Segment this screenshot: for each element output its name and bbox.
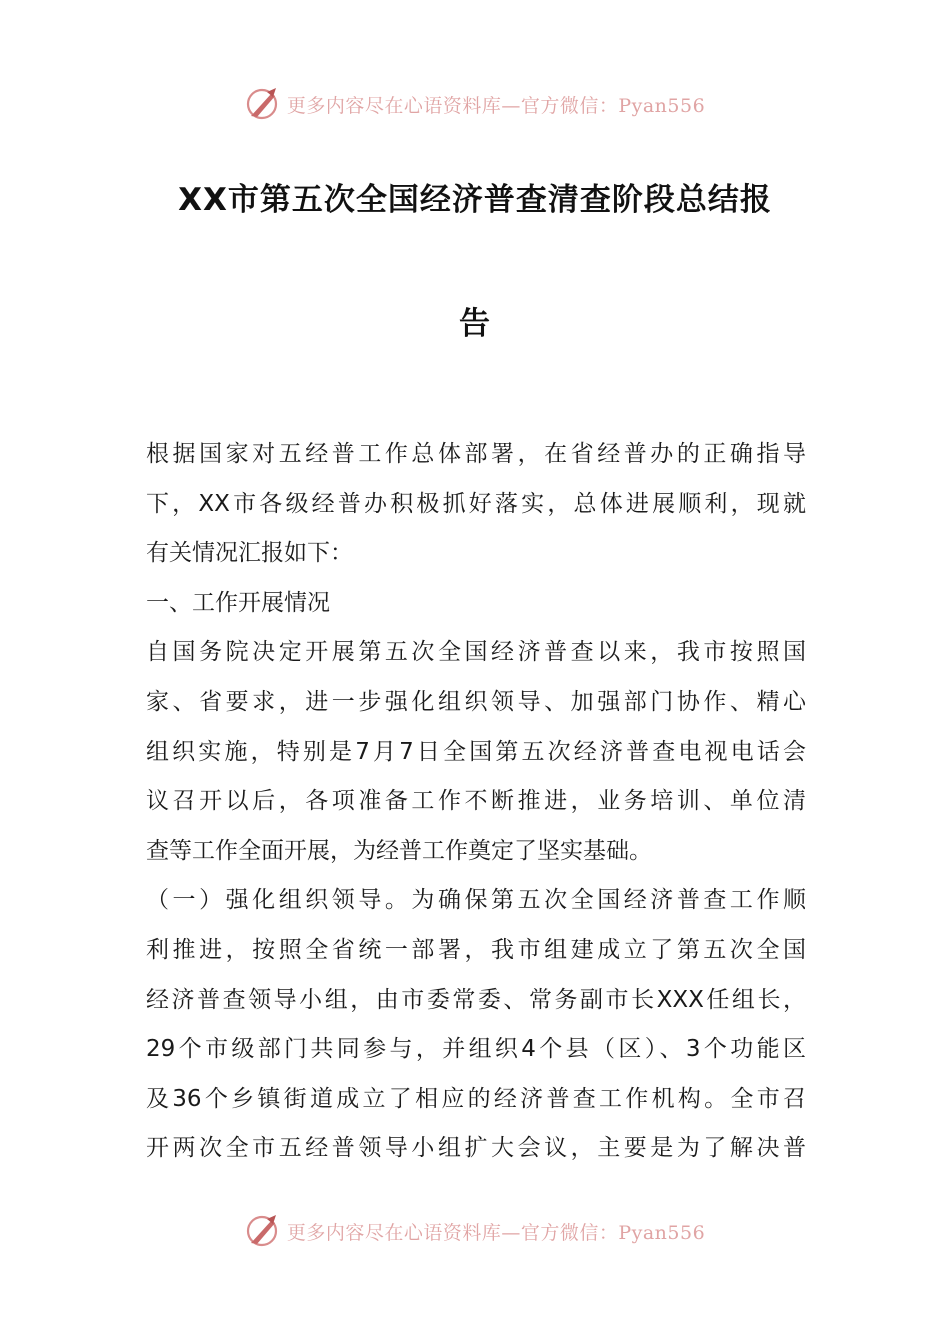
body-line: 查等工作全面开展，为经普工作奠定了坚实基础。 (146, 837, 652, 864)
body-line: 自国务院决定开展第五次全国经济普查以来，我市按照国 (146, 639, 806, 666)
body-line: 下，XX市各级经普办积极抓好落实，总体进展顺利，现就 (146, 490, 806, 517)
body-line: （一）强化组织领导。为确保第五次全国经济普查工作顺 (146, 887, 806, 914)
body-line: 议召开以后，各项准备工作不断推进，业务培训、单位清 (146, 788, 806, 815)
document-title-line-2: 告 (459, 306, 491, 342)
pen-logo-icon (245, 86, 281, 122)
body-line: 组织实施，特别是7月7日全国第五次经济普查电视电话会 (146, 738, 806, 765)
body-line: 29个市级部门共同参与，并组织4个县（区）、3个功能区 (146, 1036, 806, 1063)
body-line: 根据国家对五经普工作总体部署，在省经普办的正确指导 (146, 441, 806, 467)
body-line: 利推进，按照全省统一部署，我市组建成立了第五次全国 (146, 936, 806, 963)
body-line: 有关情况汇报如下： (146, 540, 353, 567)
header-watermark (0, 84, 950, 124)
pen-logo-icon (245, 1213, 281, 1249)
watermark-text: 更多内容尽在心语资料库—官方微信：Pyan556 (286, 1221, 706, 1244)
body-line: 及36个乡镇街道成立了相应的经济普查工作机构。全市召 (146, 1085, 806, 1112)
footer-watermark (0, 1211, 950, 1251)
body-line: 开两次全市五经普领导小组扩大会议，主要是为了解决普 (146, 1135, 806, 1162)
section-heading: 一、工作开展情况 (146, 589, 330, 616)
document-title-line-1: XX市第五次全国经济普查清查阶段总结报 (178, 182, 772, 218)
body-line: 经济普查领导小组，由市委常委、常务副市长XXX任组长， (146, 986, 806, 1013)
watermark-text: 更多内容尽在心语资料库—官方微信：Pyan556 (286, 94, 706, 117)
body-line: 家、省要求，进一步强化组织领导、加强部门协作、精心 (146, 688, 806, 715)
document-body (146, 430, 806, 1174)
